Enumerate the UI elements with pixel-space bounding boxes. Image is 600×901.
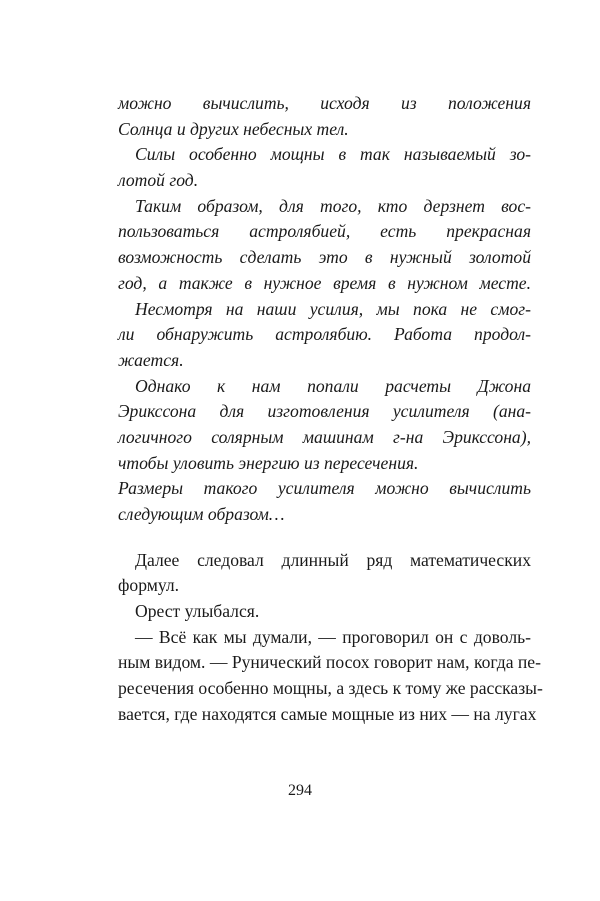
text-line: пользоваться астролябией, есть прекрасная xyxy=(118,221,531,242)
page-number: 294 xyxy=(288,782,312,799)
text-line: лотой год. xyxy=(118,170,199,191)
text-line: Силы особенно мощны в так называемый зо- xyxy=(135,144,531,165)
text-line: Орест улыбался. xyxy=(135,601,260,622)
text-line: Таким образом, для того, кто дерзнет вос- xyxy=(135,195,531,216)
text-line: год, а также в нужное время в нужном месте. xyxy=(118,272,531,293)
text-line: возможность сделать это в нужный золотой xyxy=(118,247,531,268)
text-line: Солнца и других небесных тел. xyxy=(118,118,349,139)
paragraph-gap xyxy=(118,528,531,548)
text-line: Размеры такого усилителя можно вычислить xyxy=(118,478,531,499)
narrative-block xyxy=(118,548,543,728)
text-line: логичного солярным машинам г-на Эрикссона), xyxy=(118,426,531,447)
text-line: ресечения особенно мощны, а здесь к тому же рассказы- xyxy=(118,678,543,699)
text-line: Несмотря на наши усилия, мы пока не смог- xyxy=(135,298,531,319)
italic-quote-block xyxy=(118,91,531,528)
page-body xyxy=(118,91,543,728)
text-line: ли обнаружить астролябию. Работа продол- xyxy=(118,324,531,345)
text-line: следующим образом… xyxy=(118,504,285,524)
text-line: жается. xyxy=(118,349,184,370)
text-line: Далее следовал длинный ряд математических xyxy=(135,549,531,570)
text-line: чтобы уловить энергию из пересечения. xyxy=(118,452,419,473)
text-line: вается, где находятся самые мощные из них — на лугах xyxy=(118,703,537,724)
text-line: Эрикссона для изготовления усилителя (ана- xyxy=(118,401,531,422)
text-line: формул. xyxy=(118,575,180,596)
text-line: можно вычислить, исходя из положения xyxy=(118,93,531,113)
text-line: Однако к нам попали расчеты Джона xyxy=(135,375,531,396)
text-line: ным видом. — Рунический посох говорит нам, когда пе- xyxy=(118,652,541,673)
text-line: — Всё как мы думали, — проговорил он с доволь- xyxy=(135,626,531,647)
